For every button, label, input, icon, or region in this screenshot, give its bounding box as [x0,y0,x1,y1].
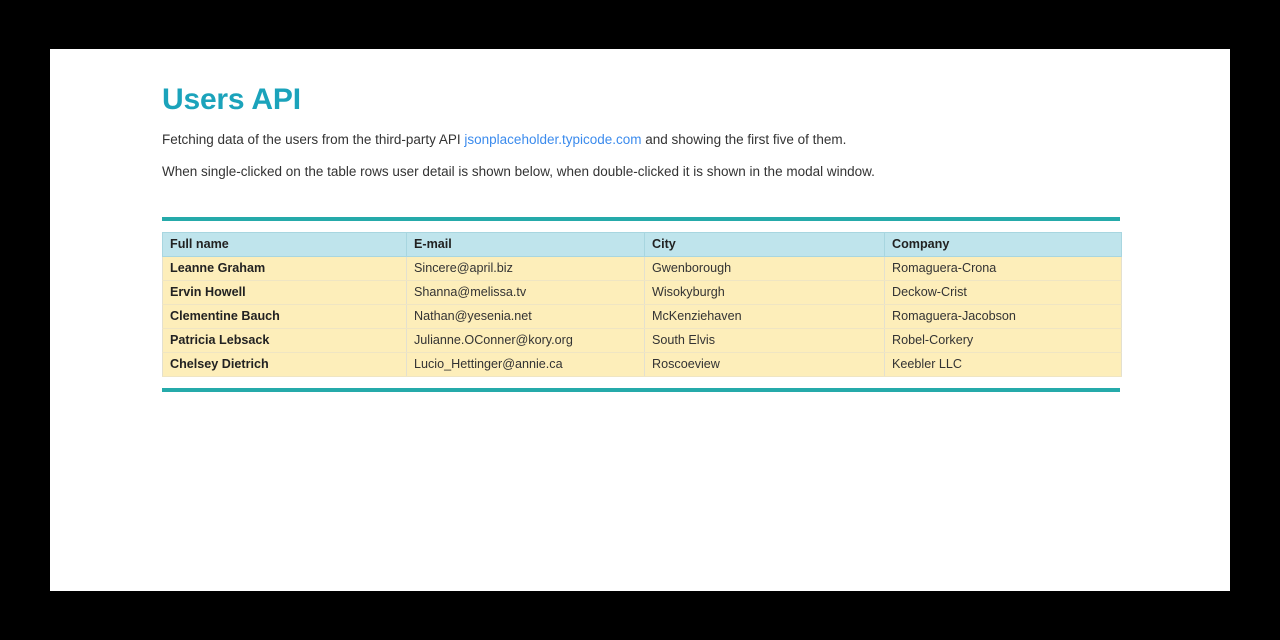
interaction-instructions: When single-clicked on the table rows user detail is shown below, when double-clicked it is shown in the modal window. [162,164,875,179]
cell-full-name: Clementine Bauch [163,305,407,329]
table-row[interactable] [163,257,1122,281]
page-title: Users API [162,83,301,116]
api-description-suffix: and showing the first five of them. [641,132,847,147]
cell-city: Roscoeview [645,353,885,377]
divider-bottom [162,388,1120,392]
users-table [162,232,1122,377]
cell-company: Robel-Corkery [885,329,1122,353]
api-description-prefix: Fetching data of the users from the third-party API [162,132,465,147]
cell-city: Gwenborough [645,257,885,281]
api-description [162,131,1122,148]
divider-top [162,217,1120,221]
cell-email: Nathan@yesenia.net [407,305,645,329]
users-table-header [163,233,1122,257]
cell-company: Keebler LLC [885,353,1122,377]
cell-full-name: Leanne Graham [163,257,407,281]
cell-email: Julianne.OConner@kory.org [407,329,645,353]
table-row[interactable] [163,329,1122,353]
content-container [162,82,1122,392]
users-table-body [163,257,1122,377]
cell-full-name: Patricia Lebsack [163,329,407,353]
page-canvas [50,49,1230,591]
cell-email: Shanna@melissa.tv [407,281,645,305]
table-header-row [163,233,1122,257]
cell-city: Wisokyburgh [645,281,885,305]
cell-company: Deckow-Crist [885,281,1122,305]
column-header-city[interactable]: City [645,233,885,257]
cell-city: McKenziehaven [645,305,885,329]
jsonplaceholder-link[interactable]: jsonplaceholder.typicode.com [464,132,642,147]
cell-company: Romaguera-Crona [885,257,1122,281]
column-header-email[interactable]: E-mail [407,233,645,257]
column-header-company[interactable]: Company [885,233,1122,257]
users-table-container [162,232,1121,377]
cell-email: Sincere@april.biz [407,257,645,281]
cell-company: Romaguera-Jacobson [885,305,1122,329]
cell-city: South Elvis [645,329,885,353]
cell-full-name: Ervin Howell [163,281,407,305]
cell-email: Lucio_Hettinger@annie.ca [407,353,645,377]
cell-full-name: Chelsey Dietrich [163,353,407,377]
table-row[interactable] [163,281,1122,305]
table-row[interactable] [163,353,1122,377]
table-row[interactable] [163,305,1122,329]
column-header-full-name[interactable]: Full name [163,233,407,257]
